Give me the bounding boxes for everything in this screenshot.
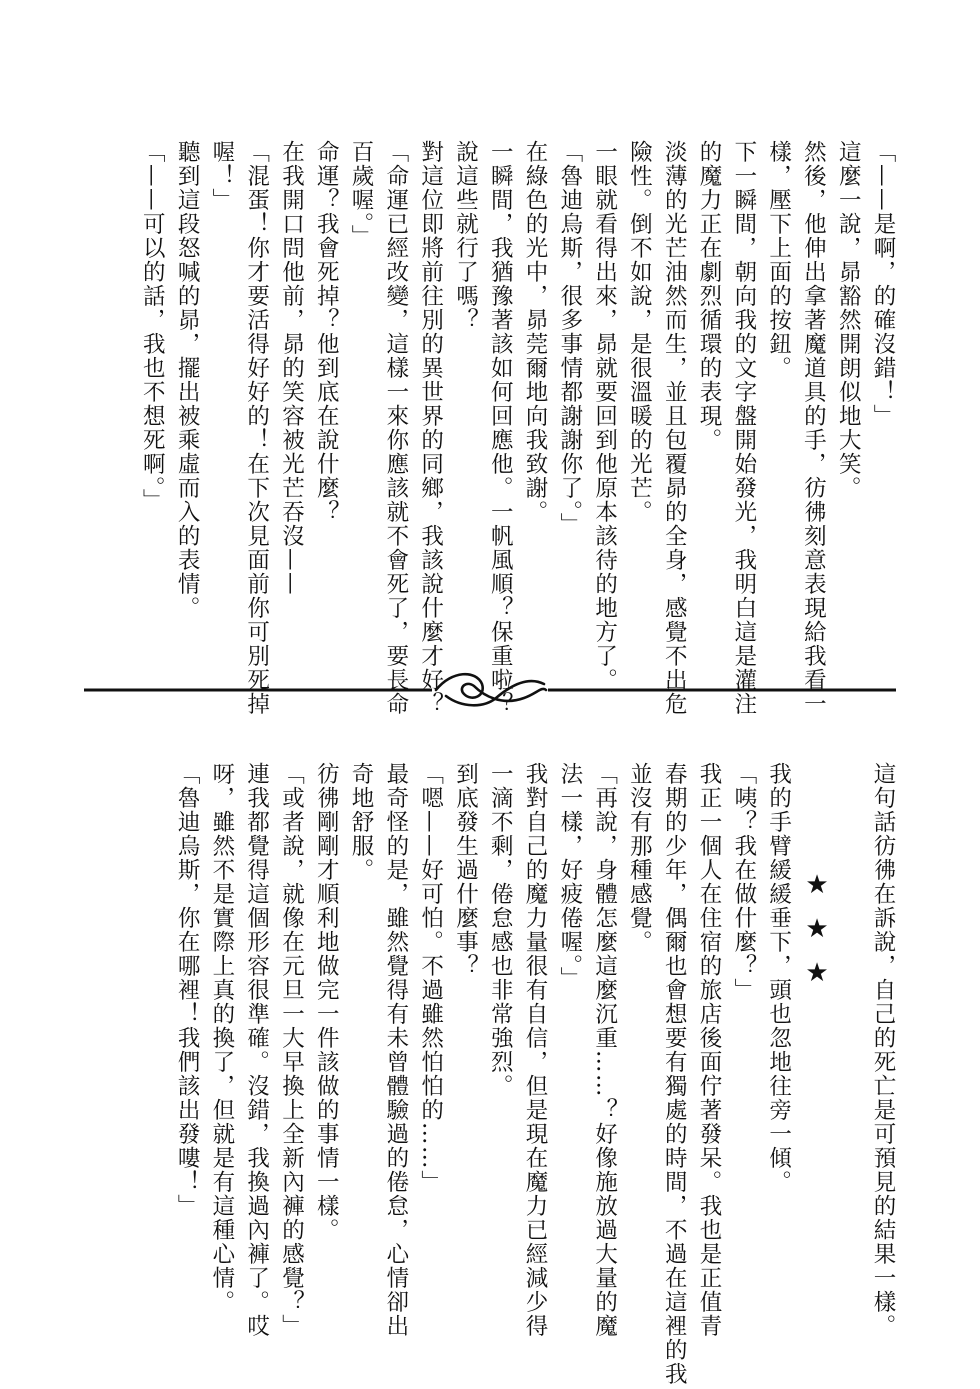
text-line: 淡薄的光芒油然而生，並且包覆昴的全身，感覺不出危 — [661, 140, 688, 716]
text-line: 喔！」 — [208, 140, 235, 212]
text-line: 到底發生過什麼事？ — [452, 762, 479, 978]
upper-text-block — [134, 140, 900, 716]
text-line — [830, 762, 865, 1282]
text-line: 「或者說，就像在元旦一大早換上全新內褲的感覺？」 — [278, 762, 305, 1338]
lower-text-block — [169, 762, 900, 1386]
text-line: 「——可以的話，我也不想死啊。」 — [139, 140, 166, 513]
text-line: 連我都覺得這個形容很準確。沒錯，我換過內褲了。哎 — [243, 762, 270, 1338]
text-line: 「魯迪烏斯，很多事情都謝謝你了。」 — [556, 140, 583, 537]
text-line: 在綠色的光中，昴莞爾地向我致謝。 — [522, 140, 549, 524]
text-line: 「嗯——好可怕。不過雖然怕怕的……」 — [417, 762, 444, 1194]
text-line: 春期的少年，偶爾也會想要有獨處的時間，不過在這裡的我 — [661, 762, 688, 1386]
text-line: 「——是啊，的確沒錯！」 — [870, 140, 896, 428]
text-line: 一滴不剩，倦怠感也非常強烈。 — [487, 762, 514, 1098]
text-line: 「咦？我在做什麼？」 — [730, 762, 757, 1002]
text-line: 呀，雖然不是實際上真的換了，但就是有這種心情。 — [208, 762, 235, 1314]
divider-flourish — [436, 674, 546, 705]
text-line: 下一瞬間，朝向我的文字盤開始發光，我明白這是灌注 — [730, 140, 757, 716]
text-line: 彷彿剛剛才順利地做完一件該做的事情一樣。 — [313, 762, 340, 1242]
text-line: 這麼一說，昴豁然開朗似地大笑。 — [835, 140, 862, 500]
text-line: 我的手臂緩緩垂下，頭也忽地往旁一傾。 — [765, 762, 792, 1194]
text-line: 對這位即將前往別的異世界的同鄉，我該說什麼才好？ — [417, 140, 444, 716]
text-line: 聽到這段怒喊的昴，擺出被乘虛而入的表情。 — [174, 140, 201, 620]
text-line: 法一樣，好疲倦喔。」 — [556, 762, 583, 991]
text-line: 險性。倒不如說，是很溫暖的光芒。 — [626, 140, 653, 524]
text-line: 一眼就看得出來，昴就要回到他原本該待的地方了。 — [591, 140, 618, 692]
text-line: 百歲喔。」 — [348, 140, 375, 249]
ornamental-divider — [84, 662, 896, 718]
text-line: 「再說，身體怎麼這麼沉重……？好像施放過大量的魔 — [591, 762, 618, 1338]
text-line: 我正一個人在住宿的旅店後面佇著發呆。我也是正值青 — [696, 762, 723, 1338]
text-line: 「命運已經改變，這樣一來你應該就不會死了，要長命 — [382, 140, 409, 716]
text-line: 並沒有那種感覺。 — [626, 762, 653, 954]
text-line: 最奇怪的是，雖然覺得有未曾體驗過的倦怠，心情卻出 — [382, 762, 409, 1338]
text-line: 這句話彷彿在訴說，自己的死亡是可預見的結果一樣。 — [870, 762, 896, 1338]
text-line: 在我開口問他前，昴的笑容被光芒吞沒—— — [278, 140, 305, 596]
scene-break-stars: ★★★ — [802, 870, 832, 1002]
text-line: 然後，他伸出拿著魔道具的手，彷彿刻意表現給我看一 — [800, 140, 827, 716]
text-line: 命運？我會死掉？他到底在說什麼？ — [313, 140, 340, 524]
text-line: 樣，壓下上面的按鈕。 — [765, 140, 792, 380]
text-line — [796, 762, 831, 1282]
text-line: 說這些就行了嗎？ — [452, 140, 479, 332]
text-line: 我對自己的魔力量很有自信，但是現在魔力已經減少得 — [522, 762, 549, 1338]
text-line: 的魔力正在劇烈循環的表現。 — [696, 140, 723, 452]
text-line: 「魯迪烏斯，你在哪裡！我們該出發嘍！」 — [174, 762, 201, 1218]
text-line: 「混蛋！你才要活得好好的！在下次見面前你可別死掉 — [243, 140, 270, 716]
text-line: 奇地舒服。 — [348, 762, 375, 882]
text-line: 一瞬間，我猶豫著該如何回應他。一帆風順？保重啦？ — [487, 140, 514, 716]
